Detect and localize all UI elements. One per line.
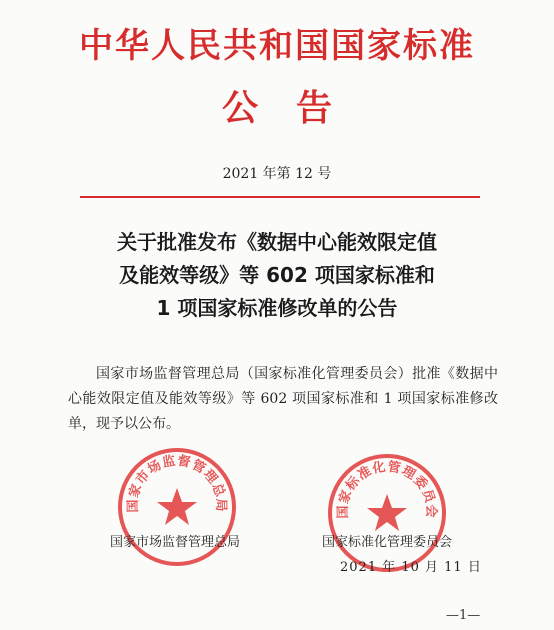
issue-date: 2021 年 10 月 11 日 <box>340 560 482 575</box>
notice-title <box>0 226 554 325</box>
title-line: 关于批准发布《数据中心能效限定值 <box>117 230 437 254</box>
signer-right: 国家标准化管理委员会 <box>322 535 453 550</box>
official-seal-right <box>328 454 446 572</box>
star-icon <box>367 494 407 531</box>
star-icon <box>157 488 197 525</box>
issuer-heading: 中华人民共和国国家标准 <box>79 26 475 66</box>
seal-right-text: 国家标准化管理委员会 <box>335 459 439 519</box>
title-line: 及能效等级》等 602 项国家标准和 <box>119 263 435 287</box>
seal-left-text: 国家市场监督管理总局 <box>125 453 229 513</box>
page-number: —1— <box>446 608 481 623</box>
red-divider <box>80 196 480 198</box>
notice-heading: 公告 <box>221 88 370 129</box>
title-line: 1 项国家标准修改单的公告 <box>156 296 398 320</box>
seal-right-graphic <box>332 458 442 568</box>
document-number: 2021 年第 12 号 <box>222 166 332 182</box>
signer-left: 国家市场监督管理总局 <box>110 535 241 550</box>
notice-body: 国家市场监督管理总局（国家标准化管理委员会）批准《数据中心能效限定值及能效等级》等 602 项国家标准和 1 项国家标准修改单，现予以公布。 <box>68 366 498 432</box>
